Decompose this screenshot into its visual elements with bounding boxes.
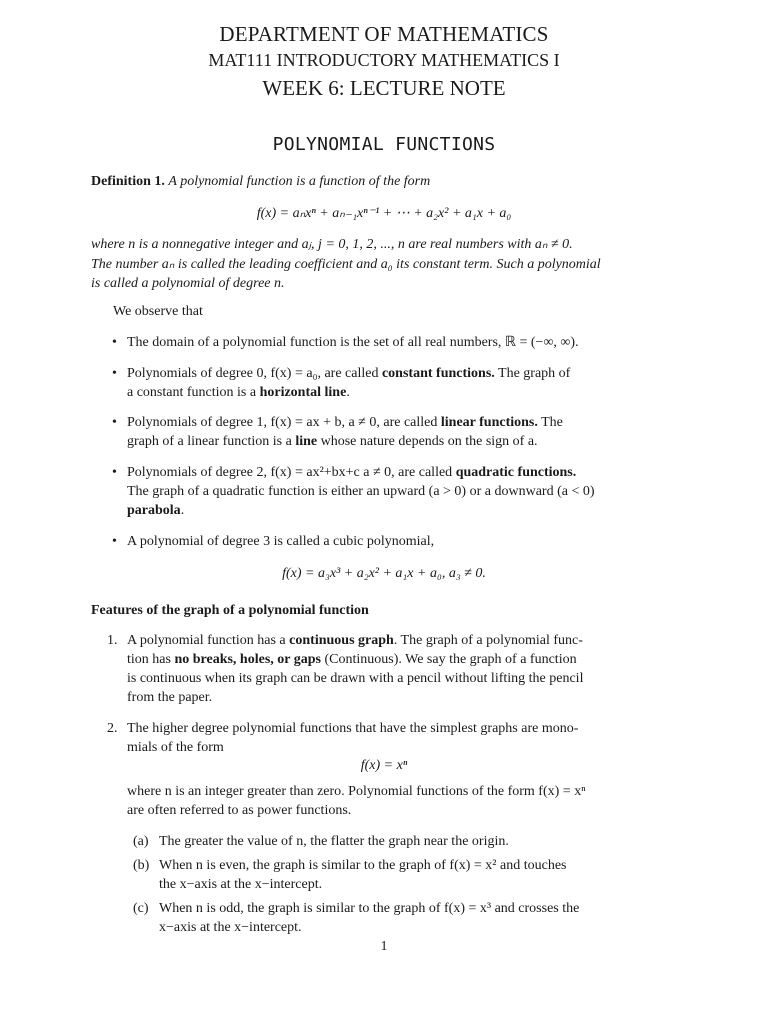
definition-text: A polynomial function is a function of the form [168, 174, 431, 189]
definition-formula: f(x) = aₙxⁿ + aₙ₋₁xⁿ⁻¹ + ⋯ + a₂x² + a₁x + a₀ [256, 206, 512, 221]
section-title: POLYNOMIAL FUNCTIONS [272, 134, 496, 155]
definition-label: Definition 1. [91, 174, 165, 189]
bullet-2-text-a: Polynomials of degree 0, f(x) = a₀, are called [127, 366, 382, 381]
bullet-4-text-a: Polynomials of degree 2, f(x) = ax²+bx+c a ≠ 0, are called [127, 465, 456, 480]
bullet-marker: • [112, 366, 117, 381]
definition-line-1: where n is a nonnegative integer and aⱼ, j = 0, 1, 2, ..., n are real numbers with aₙ ≠ 0. [91, 237, 573, 252]
bullet-2-line-2 [127, 383, 350, 402]
item-1-number: 1. [107, 633, 118, 648]
item-2-line-4: are often referred to as power functions. [127, 803, 352, 818]
bullet-2-text-2c: . [346, 385, 350, 400]
bullet-3-bold-term: linear functions. [440, 415, 538, 430]
bullet-2-bold-term-2: horizontal line [259, 385, 347, 400]
subitem-a-label: (a) [133, 834, 149, 849]
course-heading: MAT111 INTRODUCTORY MATHEMATICS I [208, 50, 560, 70]
bullet-4-line-3 [127, 501, 184, 520]
definition-line-3: is called a polynomial of degree n. [91, 276, 285, 291]
item-1-text-a: A polynomial function has a [127, 633, 290, 648]
bullet-3-bold-term-2: line [295, 434, 318, 449]
bullet-2-text-c: The graph of [494, 366, 571, 381]
bullet-4-text-3c: . [180, 503, 185, 518]
bullet-3-line-2 [127, 432, 538, 451]
item-1-text-c: . The graph of a polynomial func- [393, 633, 583, 648]
item-1-line-4: from the paper. [127, 690, 213, 705]
subitem-b-label: (b) [133, 858, 150, 873]
item-1-bold-term-2: no breaks, holes, or gaps [174, 652, 321, 667]
bullet-marker: • [112, 465, 117, 480]
bullet-4-bold-term-2: parabola [127, 503, 181, 518]
item-1-line-2 [127, 650, 577, 669]
monomial-formula: f(x) = xⁿ [360, 758, 408, 773]
bullet-3-line-1 [127, 413, 563, 432]
bullet-3-text-2a: graph of a linear function is a [127, 434, 296, 449]
department-heading: DEPARTMENT OF MATHEMATICS [219, 22, 549, 46]
definition-intro [91, 172, 430, 191]
bullet-1-text: The domain of a polynomial function is the set of all real numbers, ℝ = (−∞, ∞). [127, 335, 579, 350]
item-2-line-3: where n is an integer greater than zero. Polynomial functions of the form f(x) = xⁿ [127, 784, 586, 799]
item-1-line-3: is continuous when its graph can be drawn with a pencil without lifting the pencil [127, 671, 584, 686]
item-2-line-1: The higher degree polynomial functions that have the simplest graphs are mono- [127, 721, 579, 736]
bullet-4-bold-term: quadratic functions. [455, 465, 577, 480]
week-heading: WEEK 6: LECTURE NOTE [262, 76, 506, 100]
subitem-b-line-1: When n is even, the graph is similar to the graph of f(x) = x² and touches [159, 858, 567, 873]
features-heading: Features of the graph of a polynomial function [91, 603, 369, 618]
bullet-marker: • [112, 335, 117, 350]
observe-text: We observe that [113, 304, 203, 319]
bullet-3-text-a: Polynomials of degree 1, f(x) = ax + b, a ≠ 0, are called [127, 415, 441, 430]
bullet-marker: • [112, 415, 117, 430]
bullet-marker: • [112, 534, 117, 549]
subitem-c-label: (c) [133, 901, 149, 916]
item-1-text-2c: (Continuous). We say the graph of a function [320, 652, 577, 667]
bullet-2-text-2a: a constant function is a [127, 385, 260, 400]
subitem-c-line-1: When n is odd, the graph is similar to the graph of f(x) = x³ and crosses the [159, 901, 580, 916]
bullet-2-bold-term: constant functions. [381, 366, 495, 381]
item-1-text-2a: tion has [127, 652, 175, 667]
bullet-3-text-2c: whose nature depends on the sign of a. [317, 434, 538, 449]
subitem-a-line-1: The greater the value of n, the flatter the graph near the origin. [159, 834, 509, 849]
bullet-4-line-2: The graph of a quadratic function is either an upward (a > 0) or a downward (a < 0) [127, 484, 595, 499]
item-1-line-1 [127, 631, 583, 650]
bullet-4-line-1 [127, 463, 576, 482]
item-1-bold-term: continuous graph [289, 633, 394, 648]
definition-line-2: The number aₙ is called the leading coefficient and a₀ its constant term. Such a polynomial [91, 257, 601, 272]
item-2-line-2: mials of the form [127, 740, 224, 755]
subitem-c-line-2: x−axis at the x−intercept. [159, 920, 302, 935]
bullet-5-line-1: A polynomial of degree 3 is called a cubic polynomial, [127, 534, 435, 549]
cubic-formula: f(x) = a₃x³ + a₂x² + a₁x + a₀, a₃ ≠ 0. [282, 566, 486, 581]
bullet-2-line-1 [127, 364, 570, 383]
page-number: 1 [380, 939, 388, 954]
bullet-3-text-c: The [537, 415, 563, 430]
subitem-b-line-2: the x−axis at the x−intercept. [159, 877, 323, 892]
item-2-number: 2. [107, 721, 118, 736]
